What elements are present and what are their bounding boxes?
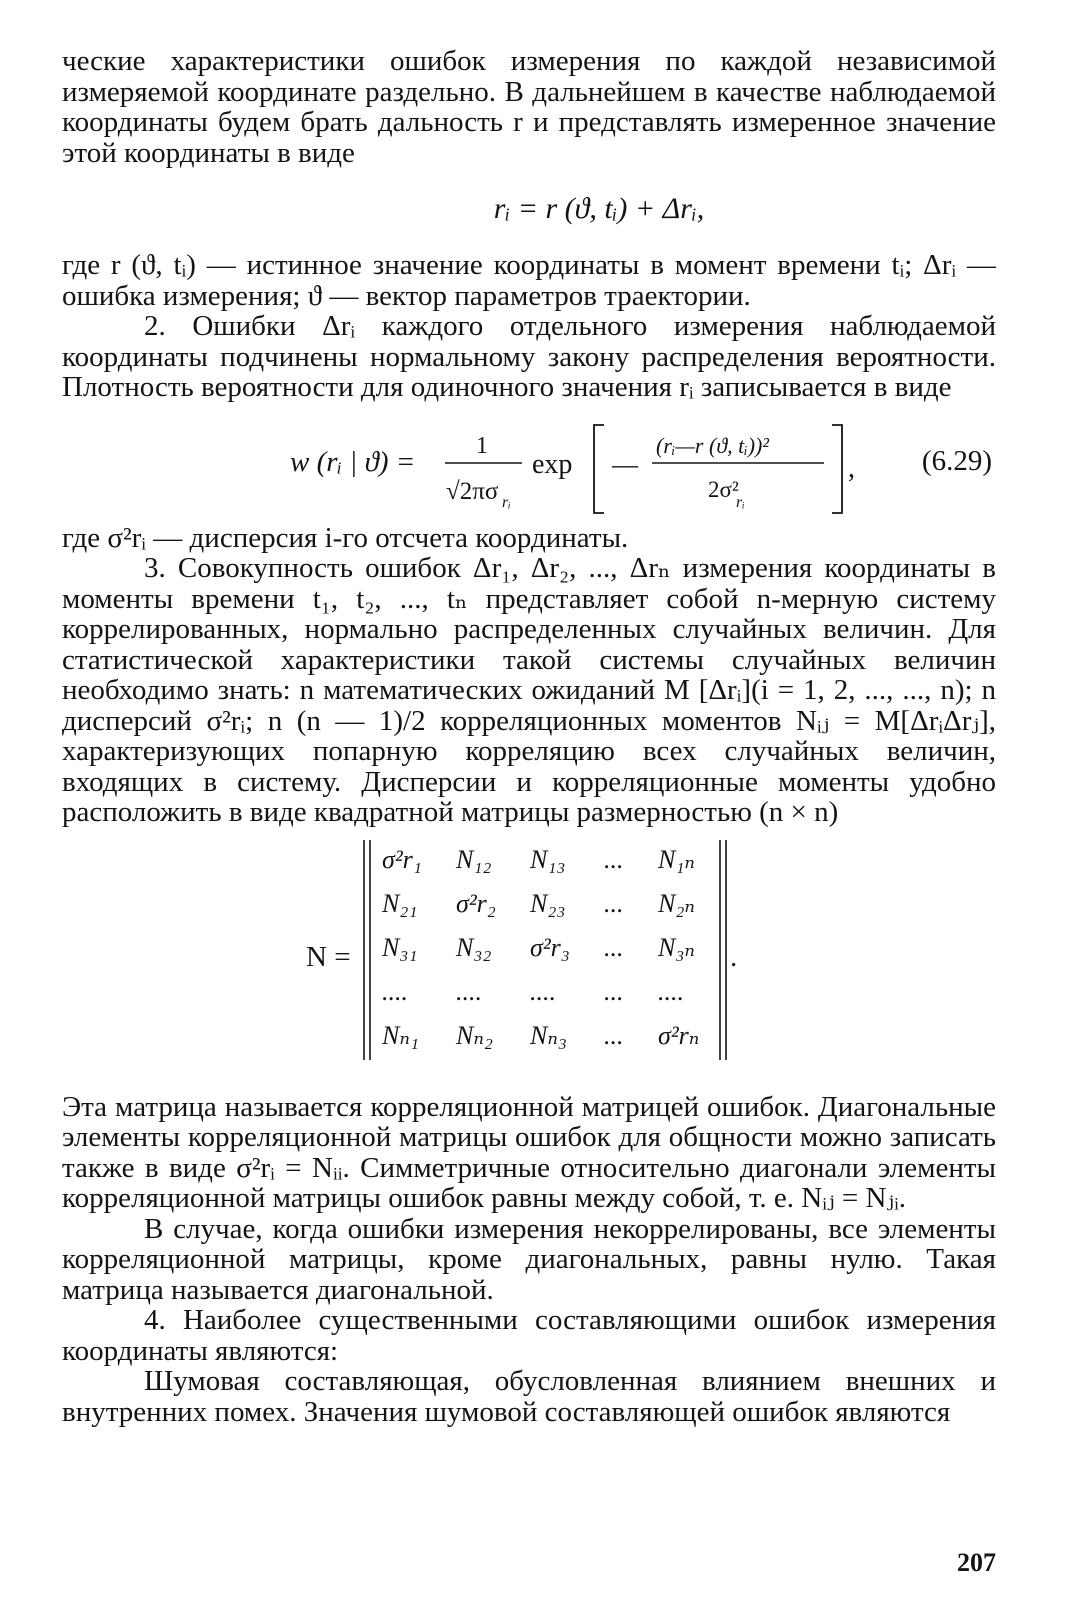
matrix-cell: σ²r₂: [456, 888, 496, 918]
right-bracket: [832, 425, 842, 513]
equation-6-29: [62, 409, 996, 519]
matrix-cell: σ²r₁: [382, 844, 422, 874]
matrix-cell: Nₙ₂: [456, 1020, 493, 1050]
matrix-cell: ....: [382, 976, 408, 1006]
left-bracket: [594, 425, 604, 513]
paragraph-variance: где σ²rᵢ — дисперсия i-го отсчета координаты.: [62, 521, 629, 554]
matrix-cell: ....: [530, 976, 556, 1006]
matrix-cell: N₁₂: [456, 844, 492, 874]
matrix-cell: N₁₃: [530, 844, 566, 874]
equation-measured-range: rᵢ = r (ϑ, tᵢ) + Δrᵢ,: [493, 192, 705, 225]
paragraph-item-4: 4. Наиболее существенными составляющими ошибок измерения координаты являются:: [62, 1304, 996, 1367]
matrix-cell: ....: [456, 976, 482, 1006]
matrix-cell: N₂₃: [530, 888, 566, 918]
matrix-cell: ....: [658, 976, 684, 1006]
eq-num2: (rᵢ—r (ϑ, tᵢ))²: [656, 432, 769, 458]
equation-6-29-formula: [290, 413, 890, 517]
equation-number: (6.29): [921, 444, 992, 477]
eq-den1-sub: rᵢ: [502, 493, 511, 511]
paragraph-uncorrelated: В случае, когда ошибки измерения некоррелированы, все элементы корреляционной матрицы, кроме диагональных, равны нулю. Такая матрица называется диагональной.: [62, 1212, 996, 1306]
matrix-cell: N₁ₙ: [658, 844, 695, 874]
correlation-matrix-svg: [62, 834, 996, 1074]
eq-den1: √2πσ: [446, 477, 499, 505]
eq-minus: —: [612, 449, 638, 479]
paragraph-intro: ческие характеристики ошибок измерения по каждой независимой измеряемой координате раздельно. В дальнейшем в качестве наблюдаемой координаты будем брать дальность r и представлять измеренное значение этой координаты в виде: [62, 45, 996, 169]
matrix-cell: σ²r₃: [530, 932, 570, 962]
eq-den2-sub: rᵢ: [736, 493, 745, 511]
eq-den2: 2σ²: [708, 476, 739, 502]
paragraph-definitions: где r (ϑ, tᵢ) — истинное значение координаты в момент времени tᵢ; Δrᵢ — ошибка измерения; ϑ — вектор параметров траектории.: [62, 249, 996, 312]
correlation-matrix: [62, 834, 996, 1074]
paragraph-matrix-description: Эта матрица называется корреляционной матрицей ошибок. Диагональные элементы корреляционной матрицы ошибок для общности можно записать также в виде σ²rᵢ = Nᵢᵢ. Симметричные относительно диагонали элементы корреляционной матрицы ошибок равны между собой, т. е. Nᵢⱼ = Nⱼᵢ.: [62, 1090, 996, 1214]
matrix-cell: ...: [604, 1020, 624, 1050]
page-number: 207: [957, 1548, 996, 1577]
matrix-cell: σ²rₙ: [658, 1020, 700, 1050]
eq-comma: ,: [848, 452, 855, 484]
matrix-end: .: [730, 940, 738, 973]
paragraph-noise-component: Шумовая составляющая, обусловленная влиянием внешних и внутренних помех. Значения шумовой составляющей ошибок являются: [62, 1365, 996, 1428]
matrix-cell: ...: [604, 888, 624, 918]
paragraph-item-2: 2. Ошибки Δrᵢ каждого отдельного измерения наблюдаемой координаты подчинены нормальному закону распределения вероятности. Плотность вероятности для одиночного значения rᵢ записывается в виде: [62, 310, 996, 403]
matrix-cell: N₃ₙ: [658, 932, 695, 962]
eq-exp: exp: [532, 448, 573, 480]
eq-num1: 1: [476, 432, 488, 459]
matrix-cell: N₃₁: [382, 932, 418, 962]
matrix-cell: ...: [604, 844, 624, 874]
matrix-cells: [381, 845, 699, 1050]
matrix-cell: ...: [604, 976, 624, 1006]
matrix-cell: N₂ₙ: [658, 888, 695, 918]
matrix-cell: Nₙ₃: [530, 1020, 567, 1050]
paragraph-item-3: 3. Совокупность ошибок Δr₁, Δr₂, ..., Δrₙ измерения координаты в моменты времени t₁, t₂, ..., tₙ представляет собой n-мерную систему коррелированных, нормально распределенных случайных величин. Для статистической характеристики такой системы случайных величин необходимо знать: n математических ожиданий M [Δrᵢ](i = 1, 2, ..., ..., n); n дисперсий σ²rᵢ; n (n — 1)/2 корреляционных моментов Nᵢⱼ = M[ΔrᵢΔrⱼ], характеризующих попарную корреляцию всех случайных величин, входящих в систему. Дисперсии и корреляционные моменты удобно расположить в виде квадратной матрицы размерностью (n × n): [62, 552, 996, 828]
matrix-cell: Nₙ₁: [382, 1020, 419, 1050]
matrix-cell: N₂₁: [382, 888, 418, 918]
matrix-cell: ...: [604, 932, 624, 962]
matrix-lhs: N =: [306, 940, 351, 973]
matrix-cell: N₃₂: [456, 932, 492, 962]
eq-lhs: w (rᵢ | ϑ) =: [290, 445, 416, 478]
